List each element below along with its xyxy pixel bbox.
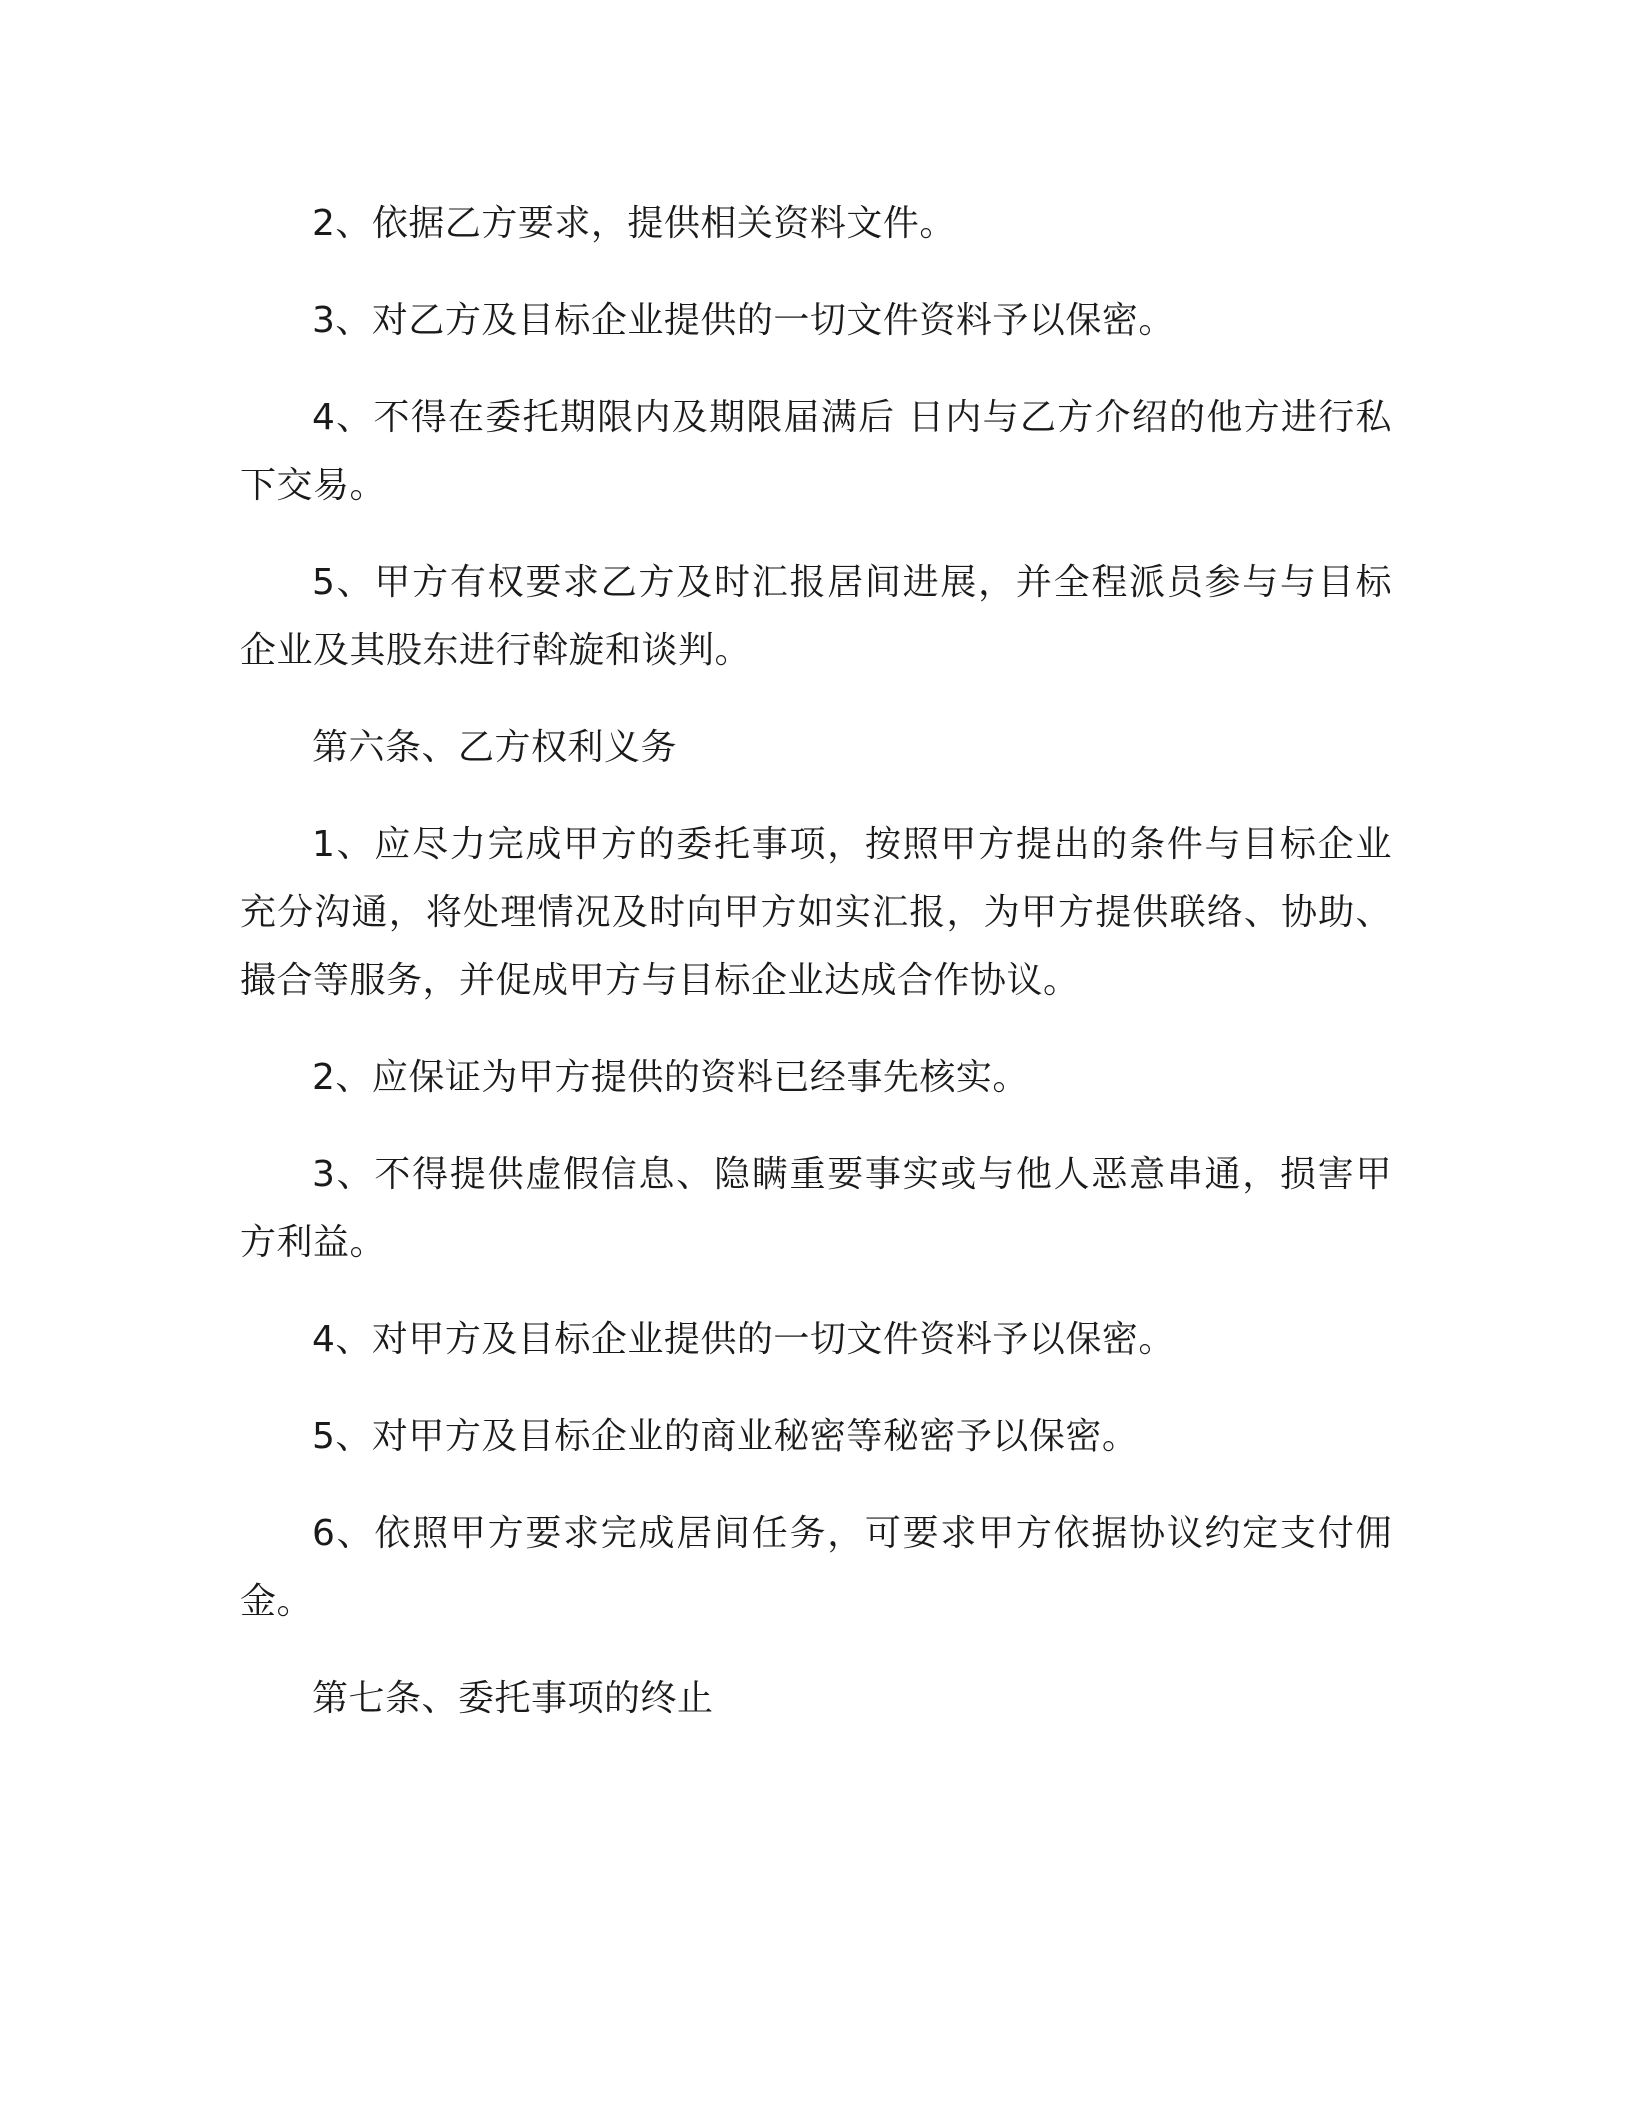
party-b-obligation-6: 6、依照甲方要求完成居间任务，可要求甲方依据协议约定支付佣金。: [240, 1513, 1392, 1622]
article-6-heading: 第六条、乙方权利义务: [312, 727, 678, 768]
party-a-obligation-2: 2、依据乙方要求，提供相关资料文件。: [312, 203, 956, 244]
party-a-obligation-4: 4、不得在委托期限内及期限届满后 日内与乙方介绍的他方进行私下交易。: [240, 397, 1392, 506]
article-7-heading: 第七条、委托事项的终止: [312, 1678, 714, 1719]
document-page: [240, 190, 1392, 1762]
party-b-obligation-4: 4、对甲方及目标企业提供的一切文件资料予以保密。: [312, 1319, 1175, 1360]
party-a-obligation-3: 3、对乙方及目标企业提供的一切文件资料予以保密。: [312, 300, 1175, 341]
party-b-obligation-2: 2、应保证为甲方提供的资料已经事先核实。: [312, 1057, 1029, 1098]
party-b-obligation-1: 1、应尽力完成甲方的委托事项，按照甲方提出的条件与目标企业充分沟通，将处理情况及时向甲方如实汇报，为甲方提供联络、协助、撮合等服务，并促成甲方与目标企业达成合作协议。: [240, 824, 1392, 1001]
party-a-obligation-5: 5、甲方有权要求乙方及时汇报居间进展，并全程派员参与与目标企业及其股东进行斡旋和谈判。: [240, 562, 1392, 671]
party-b-obligation-5: 5、对甲方及目标企业的商业秘密等秘密予以保密。: [312, 1416, 1139, 1457]
party-b-obligation-3: 3、不得提供虚假信息、隐瞒重要事实或与他人恶意串通，损害甲方利益。: [240, 1154, 1392, 1263]
